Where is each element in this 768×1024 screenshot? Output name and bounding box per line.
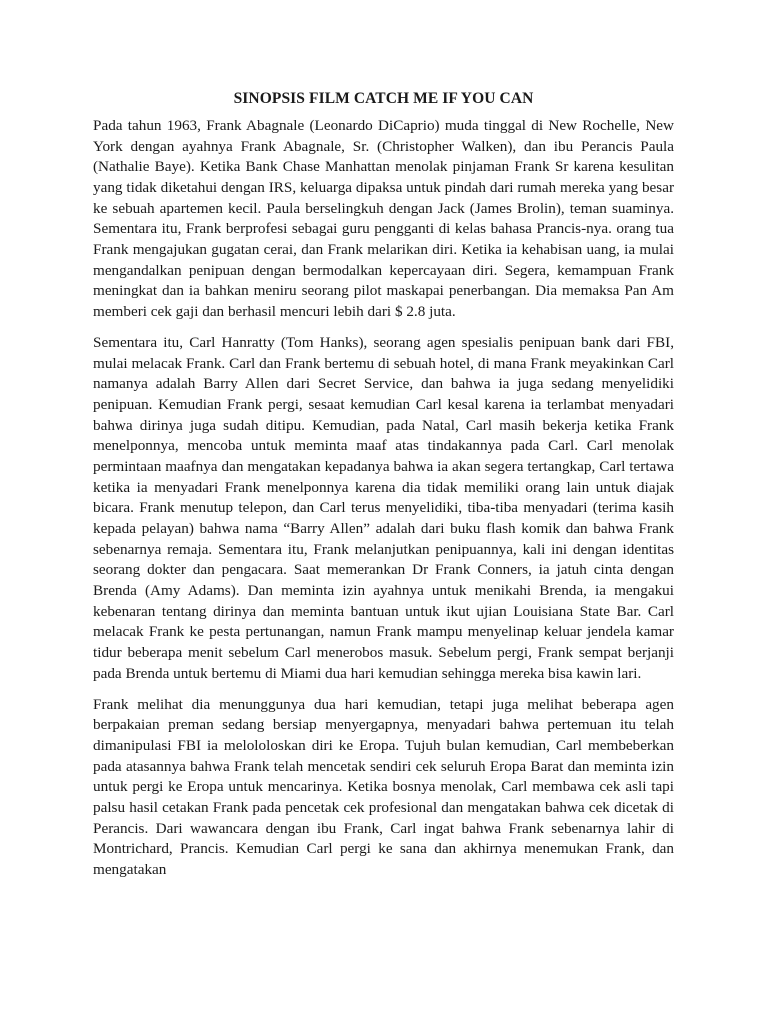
paragraph-1: Pada tahun 1963, Frank Abagnale (Leonardo DiCaprio) muda tinggal di New Rochelle, New York dengan ayahnya Frank Abagnale, Sr. (Christopher Walken), dan ibu Perancis Paula (Nathalie Baye). Ketika Bank Chase Manhattan menolak pinjaman Frank Sr karena kesulitan yang tidak diketahui dengan IRS, keluarga dipaksa untuk pindah dari rumah mereka yang besar ke sebuah apartemen kecil. Paula berselingkuh dengan Jack (James Brolin), teman suaminya. Sementara itu, Frank berprofesi sebagai guru pengganti di kelas bahasa Prancis-nya. orang tua Frank mengajukan gugatan cerai, dan Frank melarikan diri. Ketika ia kehabisan uang, ia mulai mengandalkan penipuan dengan bermodalkan kepercayaan diri. Segera, kemampuan Frank meningkat dan ia bahkan meniru seorang pilot maskapai penerbangan. Dia memaksa Pan Am memberi cek gaji dan berhasil mencuri lebih dari $ 2.8 juta. [93,117,674,320]
paragraph-3: Frank melihat dia menunggunya dua hari kemudian, tetapi juga melihat beberapa agen berpakaian preman sedang bersiap menyergapnya, menyadari bahwa pertemuan itu telah dimanipulasi FBI ia melololoskan diri ke Eropa. Tujuh bulan kemudian, Carl membeberkan pada atasannya bahwa Frank telah mencetak sendiri cek seluruh Eropa Barat dan meminta izin untuk pergi ke Eropa untuk mencarinya. Ketika bosnya menolak, Carl membawa cek asli tapi palsu hasil cetakan Frank pada pencetak cek profesional dan mengatakan bahwa cek dicetak di Perancis. Dari wawancara dengan ibu Frank, Carl ingat bahwa Frank sebenarnya lahir di Montrichard, Prancis. Kemudian Carl pergi ke sana dan akhirnya menemukan Frank, dan mengatakan [93,695,674,878]
document-title: SINOPSIS FILM CATCH ME IF YOU CAN [233,90,534,107]
paragraph-2: Sementara itu, Carl Hanratty (Tom Hanks), seorang agen spesialis penipuan bank dari FBI, mulai melacak Frank. Carl dan Frank bertemu di sebuah hotel, di mana Frank meyakinkan Carl namanya adalah Barry Allen dari Secret Service, dan bahwa ia juga sedang menyelidiki penipuan. Kemudian Frank pergi, sesaat kemudian Carl kesal karena ia terlambat menyadari bahwa dirinya juga sudah ditipu. Kemudian, pada Natal, Carl masih bekerja ketika Frank menelponnya, mencoba untuk meminta maaf atas tindakannya pada Carl. Carl menolak permintaan maafnya dan mengatakan kepadanya bahwa ia akan segera tertangkap, Carl tertawa ketika ia menyadari Frank menelponnya karena dia tidak memiliki orang lain untuk diajak bicara. Frank menutup telepon, dan Carl terus menyelidiki, tiba-tiba menyadari (terima kasih kepada pelayan) bahwa nama “Barry Allen” adalah dari buku flash komik dan bahwa Frank sebenarnya remaja. Sementara itu, Frank melanjutkan penipuannya, kali ini dengan identitas seorang dokter dan pengacara. Saat memerankan Dr Frank Conners, ia jatuh cinta dengan Brenda (Amy Adams). Dan meminta izin ayahnya untuk menikahi Brenda, ia mengakui kebenaran tentang dirinya dan meminta bantuan untuk ikut ujian Louisiana State Bar. Carl melacak Frank ke pesta pertunangan, namun Frank mampu menyelinap keluar jendela kamar tidur beberapa menit sebelum Carl menerobos masuk. Sebelum pergi, Frank sempat berjanji pada Brenda untuk bertemu di Miami dua hari kemudian sehingga mereka bisa kawin lari. [93,334,674,682]
document-page [93,88,674,891]
